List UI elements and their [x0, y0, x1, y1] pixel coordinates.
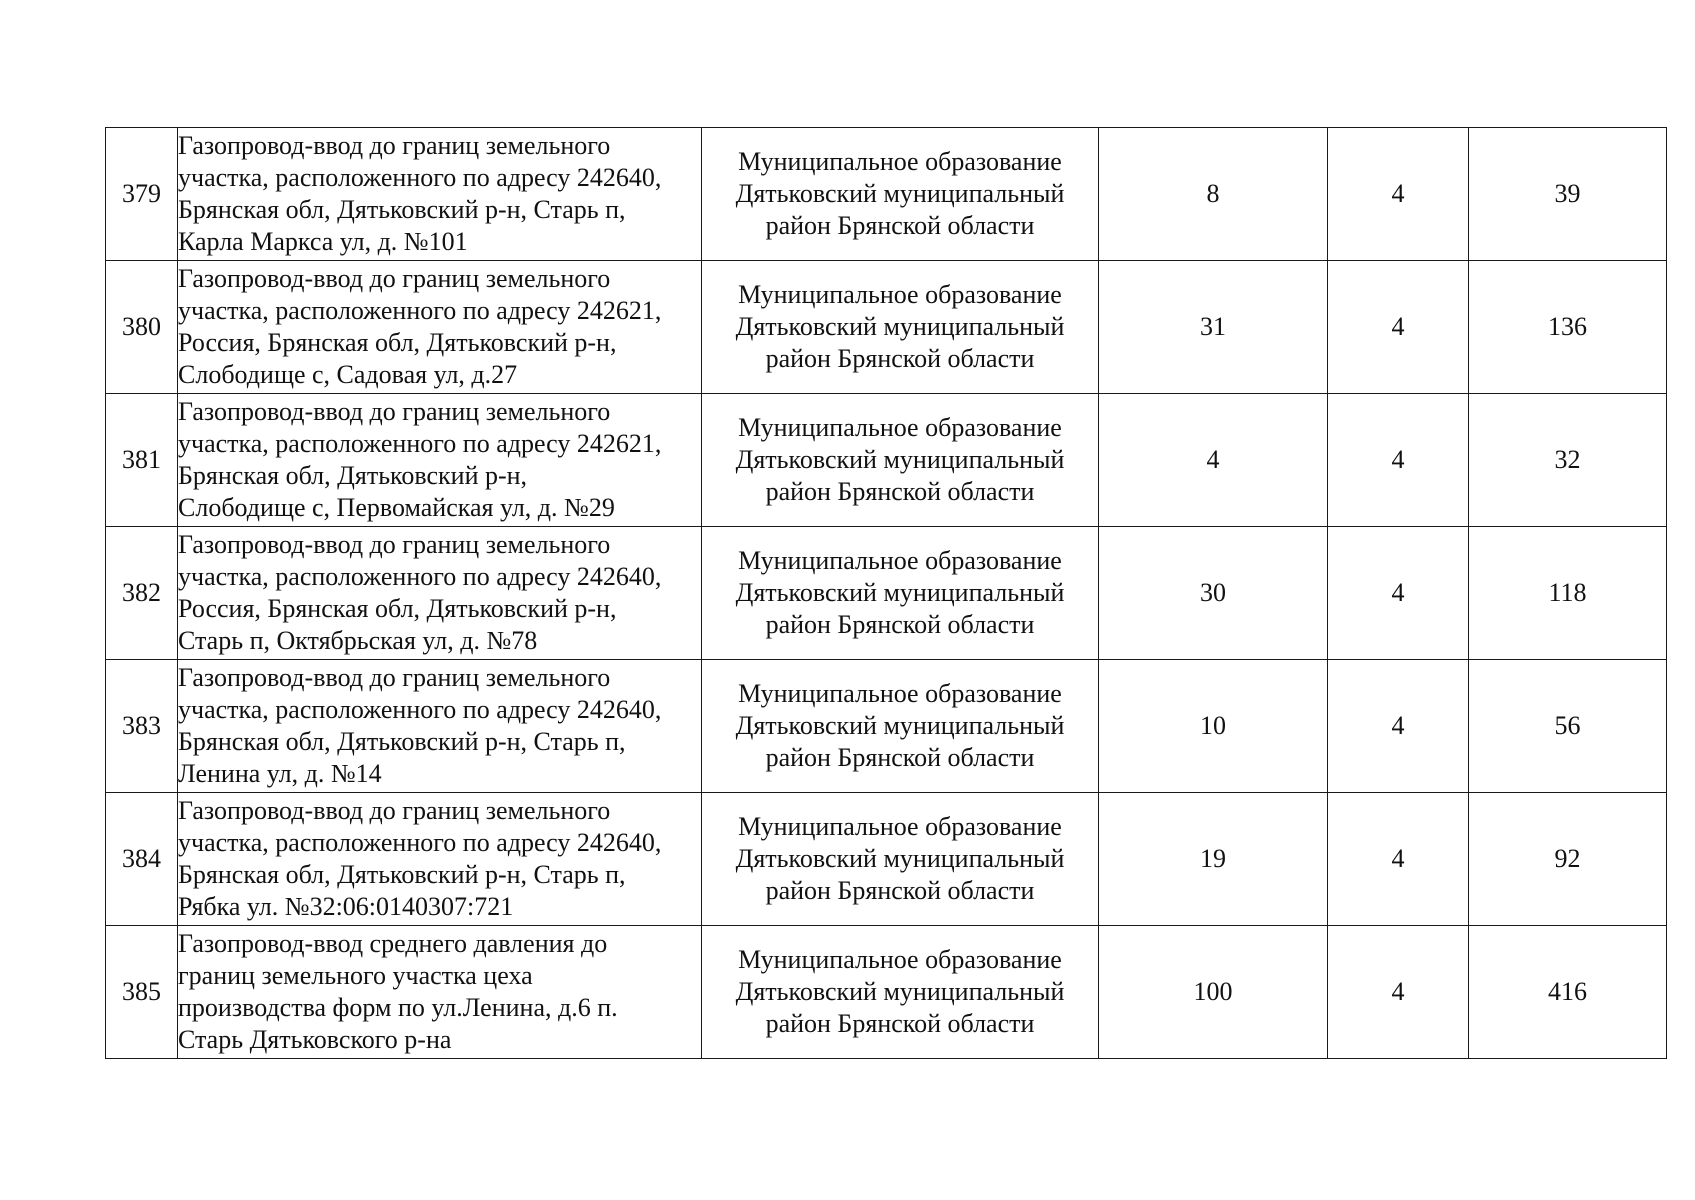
length-cell: 100 [1099, 926, 1328, 1059]
object-line: Газопровод-ввод среднего давления до [178, 929, 608, 958]
area-cell: 56 [1469, 660, 1667, 793]
object-description-cell [178, 261, 702, 394]
area-cell: 136 [1469, 261, 1667, 394]
owner-line: Дятьковский муниципальный [735, 977, 1065, 1006]
object-line: Старь Дятьковского р-на [178, 1025, 452, 1054]
object-line: Ленина ул, д. №14 [178, 759, 382, 788]
table-row [106, 660, 1667, 793]
object-line: Газопровод-ввод до границ земельного [178, 796, 611, 825]
length-cell: 10 [1099, 660, 1328, 793]
object-description-cell [178, 527, 702, 660]
owner-line: Дятьковский муниципальный [735, 578, 1065, 607]
class-cell: 4 [1328, 926, 1469, 1059]
table-row [106, 261, 1667, 394]
object-line: участка, расположенного по адресу 242621, [178, 429, 662, 458]
object-line: участка, расположенного по адресу 242640, [178, 695, 662, 724]
object-line: Газопровод-ввод до границ земельного [178, 264, 611, 293]
object-line: Старь п, Октябрьская ул, д. №78 [178, 626, 538, 655]
owner-line: район Брянской области [765, 477, 1035, 506]
owner-line: Муниципальное образование [738, 546, 1062, 575]
class-cell: 4 [1328, 128, 1469, 261]
table-row [106, 527, 1667, 660]
row-number-cell: 383 [106, 660, 178, 793]
area-cell: 118 [1469, 527, 1667, 660]
owner-line: район Брянской области [765, 876, 1035, 905]
object-line: Брянская обл, Дятьковский р-н, Старь п, [178, 860, 626, 889]
object-line: Слободище с, Первомайская ул, д. №29 [178, 493, 615, 522]
table-row [106, 394, 1667, 527]
owner-cell [702, 128, 1099, 261]
area-cell: 92 [1469, 793, 1667, 926]
owner-line: Муниципальное образование [738, 679, 1062, 708]
class-cell: 4 [1328, 660, 1469, 793]
length-cell: 4 [1099, 394, 1328, 527]
object-line: Брянская обл, Дятьковский р-н, Старь п, [178, 727, 626, 756]
owner-line: Дятьковский муниципальный [735, 179, 1065, 208]
object-line: Брянская обл, Дятьковский р-н, Старь п, [178, 195, 626, 224]
object-description-cell [178, 926, 702, 1059]
owner-line: Дятьковский муниципальный [735, 312, 1065, 341]
object-line: Брянская обл, Дятьковский р-н, [178, 461, 528, 490]
table-body [106, 128, 1667, 1059]
owner-line: Муниципальное образование [738, 280, 1062, 309]
owner-line: Муниципальное образование [738, 147, 1062, 176]
object-line: Рябка ул. №32:06:0140307:721 [178, 892, 514, 921]
length-cell: 8 [1099, 128, 1328, 261]
owner-cell [702, 394, 1099, 527]
area-cell: 39 [1469, 128, 1667, 261]
owner-line: Муниципальное образование [738, 812, 1062, 841]
object-line: Газопровод-ввод до границ земельного [178, 663, 611, 692]
object-line: Газопровод-ввод до границ земельного [178, 397, 611, 426]
class-cell: 4 [1328, 793, 1469, 926]
area-cell: 32 [1469, 394, 1667, 527]
owner-line: район Брянской области [765, 743, 1035, 772]
row-number-cell: 381 [106, 394, 178, 527]
length-cell: 19 [1099, 793, 1328, 926]
owner-cell [702, 527, 1099, 660]
row-number-cell: 384 [106, 793, 178, 926]
object-description-cell [178, 660, 702, 793]
object-line: Россия, Брянская обл, Дятьковский р-н, [178, 594, 617, 623]
class-cell: 4 [1328, 394, 1469, 527]
object-line: участка, расположенного по адресу 242640, [178, 828, 662, 857]
object-line: участка, расположенного по адресу 242621, [178, 296, 662, 325]
class-cell: 4 [1328, 527, 1469, 660]
object-description-cell [178, 793, 702, 926]
object-line: Газопровод-ввод до границ земельного [178, 530, 611, 559]
row-number-cell: 379 [106, 128, 178, 261]
owner-line: район Брянской области [765, 211, 1035, 240]
owner-line: район Брянской области [765, 344, 1035, 373]
object-description-cell [178, 128, 702, 261]
object-line: границ земельного участка цеха [178, 961, 533, 990]
owner-line: Муниципальное образование [738, 413, 1062, 442]
owner-line: район Брянской области [765, 1009, 1035, 1038]
class-cell: 4 [1328, 261, 1469, 394]
owner-line: Дятьковский муниципальный [735, 844, 1065, 873]
gas-pipeline-registry-table [105, 127, 1667, 1059]
object-line: участка, расположенного по адресу 242640, [178, 562, 662, 591]
owner-cell [702, 793, 1099, 926]
object-description-cell [178, 394, 702, 527]
owner-line: Муниципальное образование [738, 945, 1062, 974]
object-line: участка, расположенного по адресу 242640, [178, 163, 662, 192]
owner-cell [702, 261, 1099, 394]
table-row [106, 926, 1667, 1059]
row-number-cell: 382 [106, 527, 178, 660]
object-line: Слободище с, Садовая ул, д.27 [178, 360, 518, 389]
table-row [106, 128, 1667, 261]
row-number-cell: 380 [106, 261, 178, 394]
object-line: Газопровод-ввод до границ земельного [178, 131, 611, 160]
table-row [106, 793, 1667, 926]
owner-line: Дятьковский муниципальный [735, 711, 1065, 740]
owner-cell [702, 926, 1099, 1059]
owner-line: Дятьковский муниципальный [735, 445, 1065, 474]
length-cell: 31 [1099, 261, 1328, 394]
object-line: Россия, Брянская обл, Дятьковский р-н, [178, 328, 617, 357]
owner-cell [702, 660, 1099, 793]
object-line: Карла Маркса ул, д. №101 [178, 227, 468, 256]
object-line: производства форм по ул.Ленина, д.6 п. [178, 993, 618, 1022]
length-cell: 30 [1099, 527, 1328, 660]
row-number-cell: 385 [106, 926, 178, 1059]
area-cell: 416 [1469, 926, 1667, 1059]
owner-line: район Брянской области [765, 610, 1035, 639]
